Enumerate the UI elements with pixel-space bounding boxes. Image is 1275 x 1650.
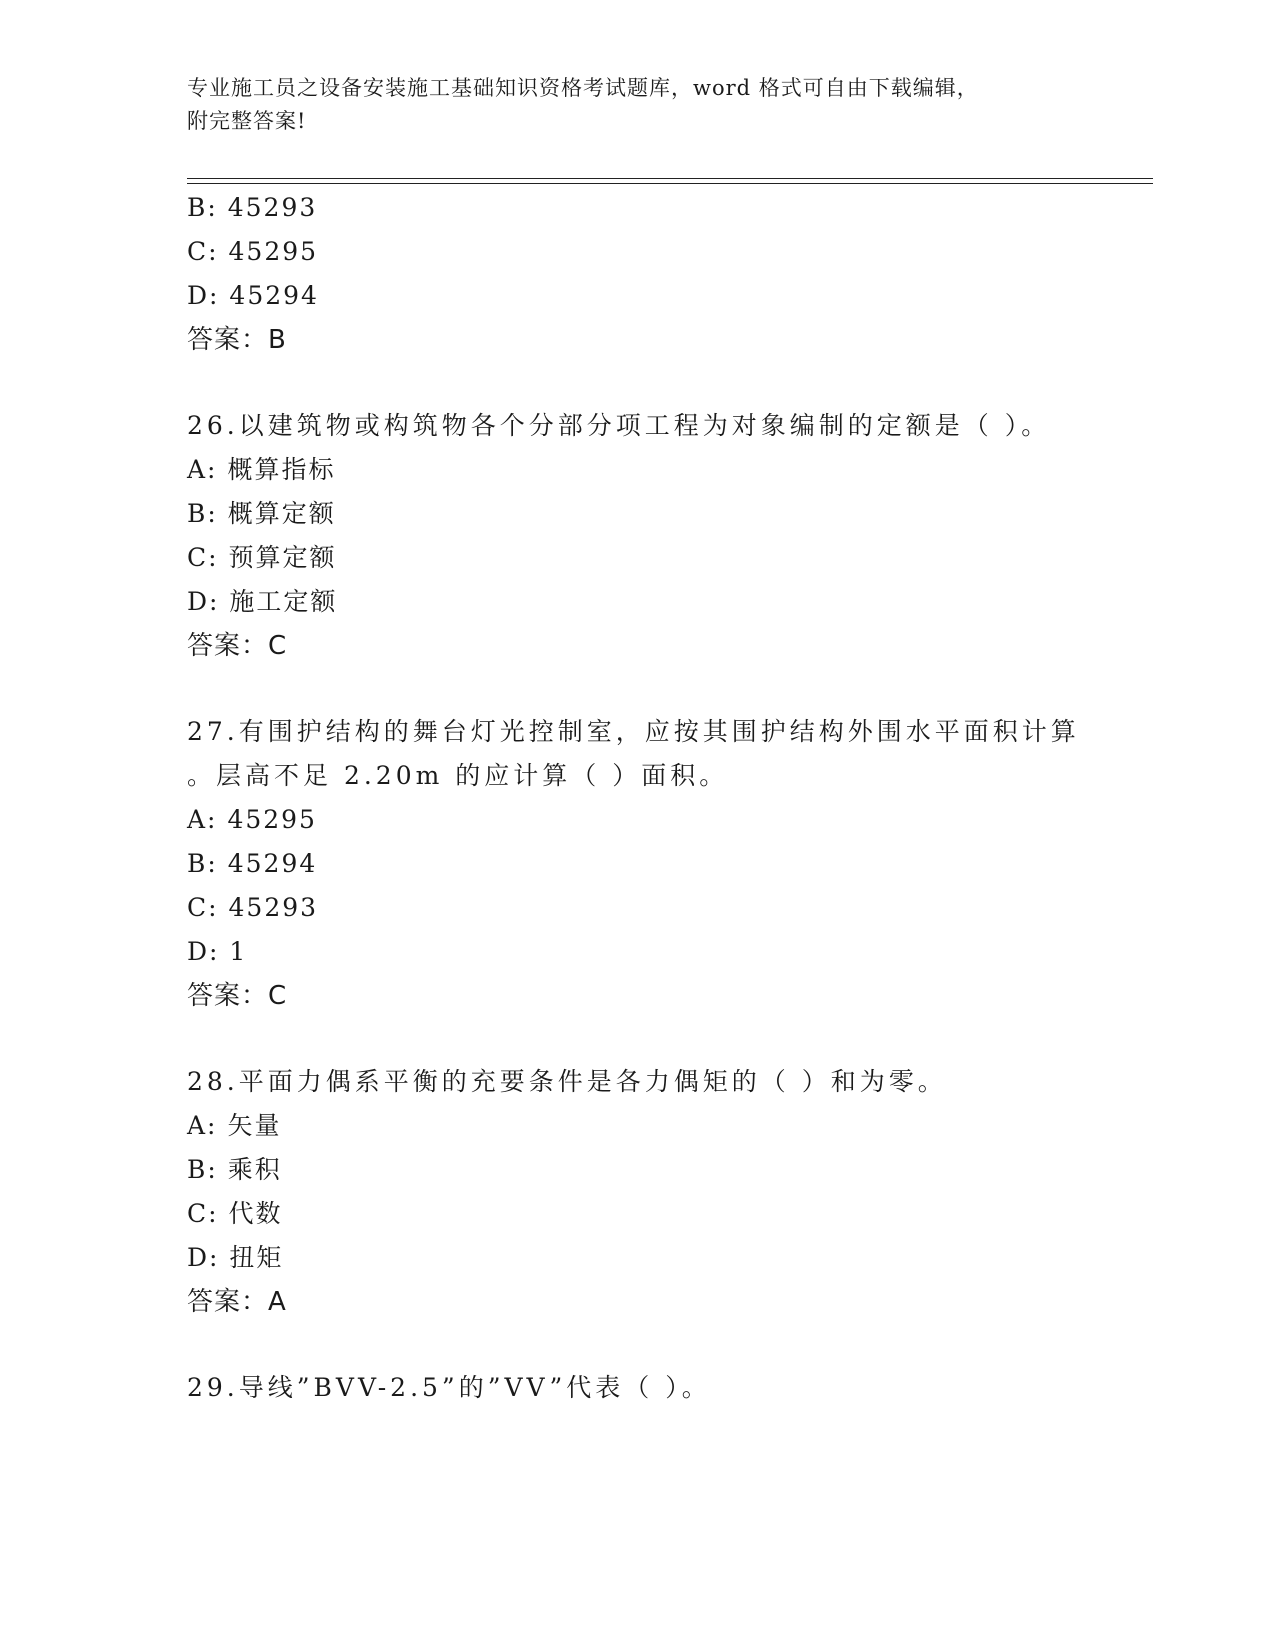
option-label: C:	[187, 893, 219, 922]
option-text: 概算定额	[227, 499, 336, 528]
option-label: B:	[187, 1155, 218, 1184]
option-text: 矢量	[227, 1111, 282, 1140]
question-28-option-d	[187, 1242, 283, 1274]
option-text: 45294	[229, 281, 319, 310]
header-title-line-2: 附完整答案!	[187, 109, 307, 133]
question-26-text: 26.以建筑物或构筑物各个分部分项工程为对象编制的定额是（ ）。	[187, 411, 1051, 440]
option-label: A:	[187, 805, 218, 834]
option-text: 45295	[228, 237, 319, 266]
question-28-option-a	[187, 1110, 281, 1142]
question-28-option-b	[187, 1154, 282, 1186]
question-28-option-c	[187, 1198, 283, 1230]
option-text: 代数	[228, 1199, 283, 1228]
option-label: B:	[187, 193, 218, 222]
question-27-option-b	[187, 848, 317, 880]
option-label: A:	[187, 455, 218, 484]
question-26-option-d	[187, 586, 337, 618]
option-text: 概算指标	[227, 455, 336, 484]
option-text: 45294	[227, 849, 318, 878]
option-text: 预算定额	[228, 543, 337, 572]
question-26-option-c	[187, 542, 337, 574]
question-26-option-b	[187, 498, 336, 530]
option-label: B:	[187, 849, 218, 878]
option-text: 扭矩	[229, 1243, 284, 1272]
question-27-text-line-2: 。层高不足 2.20m 的应计算（ ）面积。	[187, 761, 729, 790]
prev-answer: 答案：B	[187, 325, 287, 355]
question-27-text-line-1: 27.有围护结构的舞台灯光控制室，应按其围护结构外围水平面积计算	[187, 717, 1080, 746]
header-divider	[187, 178, 1153, 184]
option-label: C:	[187, 1199, 219, 1228]
question-27-answer: 答案：C	[187, 981, 288, 1011]
question-29-text: 29.导线”BVV-2.5”的”VV”代表（ ）。	[187, 1373, 711, 1402]
question-28-text: 28.平面力偶系平衡的充要条件是各力偶矩的（ ）和为零。	[187, 1067, 947, 1096]
option-text: 45295	[227, 805, 317, 834]
option-label: D:	[187, 1243, 220, 1272]
question-28-answer: 答案：A	[187, 1287, 287, 1317]
option-text: 乘积	[227, 1155, 282, 1184]
option-text: 施工定额	[229, 587, 338, 616]
prev-option-c	[187, 236, 318, 268]
question-27-option-a	[187, 804, 317, 836]
option-label: D:	[187, 281, 220, 310]
prev-option-d	[187, 280, 319, 312]
option-label: C:	[187, 237, 219, 266]
option-text: 45293	[227, 193, 318, 222]
prev-option-b	[187, 192, 317, 224]
option-label: D:	[187, 587, 220, 616]
option-label: A:	[187, 1111, 218, 1140]
question-26-answer: 答案：C	[187, 631, 288, 661]
document-header	[187, 72, 1067, 138]
question-27-option-c	[187, 892, 318, 924]
option-label: B:	[187, 499, 218, 528]
question-27-option-d	[187, 936, 247, 968]
header-title-line-1: 专业施工员之设备安装施工基础知识资格考试题库，word 格式可自由下载编辑，	[187, 76, 979, 100]
option-text: 45293	[228, 893, 319, 922]
option-label: D:	[187, 937, 220, 966]
option-label: C:	[187, 543, 219, 572]
option-text: 1	[229, 937, 248, 966]
question-26-option-a	[187, 454, 335, 486]
